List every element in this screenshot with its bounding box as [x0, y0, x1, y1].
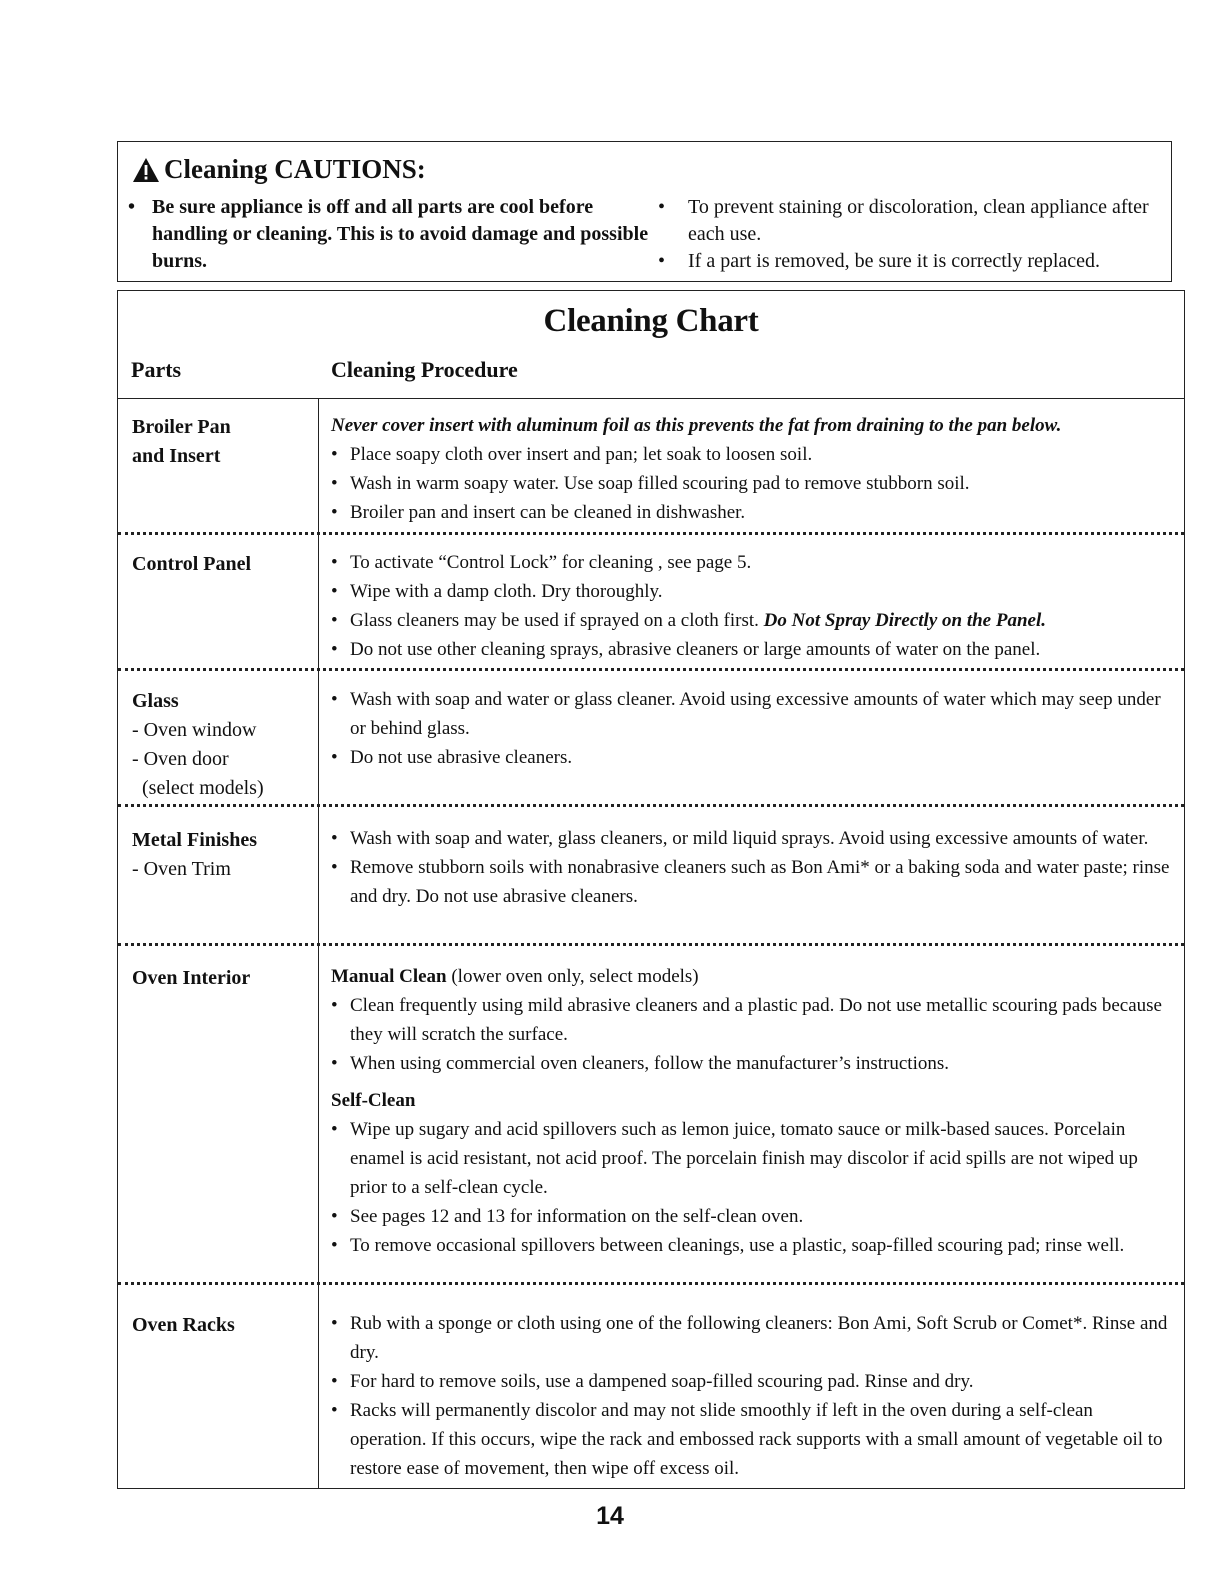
part-cell: Broiler Pan and Insert: [132, 416, 231, 467]
bullet: •: [658, 196, 666, 218]
cleaning-chart-table: [117, 290, 1185, 1489]
part-cell: Oven Interior: [132, 967, 251, 989]
cautions-left-list: [128, 194, 658, 275]
row-divider: [118, 804, 1184, 807]
caution-item: • If a part is removed, be sure it is correctly replaced.: [658, 248, 1163, 275]
procedure-cell: • To activate “Control Lock” for cleaning , see page 5. • Wipe with a damp cloth. Dry thoroughly. • Glass cleaners may be used if sprayed on a cloth first. Do Not Spray Directly on the Panel. • Do not use other cleaning sprays, abrasive cleaners or large amounts of water on the panel.: [331, 552, 1047, 660]
row-divider: [118, 943, 1184, 946]
cautions-heading: [132, 154, 426, 185]
emphasis-text: Do Not Spray Directly on the Panel.: [763, 610, 1047, 631]
procedure-cell: • Wash with soap and water, glass cleaners, or mild liquid sprays. Avoid using excessive amounts of water. • Remove stubborn soils with nonabrasive cleaners such as Bon Ami* or a baking soda and water paste; rinse and dry. Do not use abrasive cleaners.: [331, 828, 1170, 907]
warning-note: Never cover insert with aluminum foil as this prevents the fat from draining to the pan below.: [331, 415, 1062, 436]
caution-item: • To prevent staining or discoloration, clean appliance after each use.: [658, 194, 1163, 248]
bullet: •: [658, 250, 666, 272]
procedure-cell: • Rub with a sponge or cloth using one of the following cleaners: Bon Ami, Soft Scrub or Comet*. Rinse and dry. • For hard to remove soils, use a dampened soap-filled scouring pad. Rinse and dry. • Racks will permanently discolor and may not slide smoothly if left in the oven during a self-clean operation. If this occurs, wipe the rack and embossed rack supports with a small amount of vegetable oil to restore ease of movement, then wipe off excess oil.: [331, 1313, 1168, 1479]
manual-clean-heading: Manual Clean: [331, 966, 447, 987]
cautions-title: Cleaning CAUTIONS:: [164, 154, 426, 184]
part-cell: Oven Racks: [132, 1314, 235, 1336]
bullet: •: [128, 196, 136, 218]
row-divider: [118, 668, 1184, 671]
procedure-cell: • Wash with soap and water or glass cleaner. Avoid using excessive amounts of water which may seep under or behind glass. • Do not use abrasive cleaners.: [331, 689, 1161, 768]
procedure-cell: Manual Clean (lower oven only, select models) • Clean frequently using mild abrasive cleaners and a plastic pad. Do not use metallic scouring pads because they will scratch the surface. • When using commercial oven cleaners, follow the manufacturer’s instructions. Self-Clean • Wipe up sugary and acid spillovers such as lemon juice, tomato sauce or milk-based sauces. Porcelain enamel is acid resistant, not acid proof. The porcelain finish may discolor if acid spills are not wiped up prior to a self-clean cycle. • See pages 12 and 13 for information on the self-clean oven. • To remove occasional spillovers between cleanings, use a plastic, soap-filled scouring pad; rinse well.: [331, 962, 1170, 1260]
procedure-cell: Never cover insert with aluminum foil as this prevents the fat from draining to the pan below. • Place soapy cloth over insert and pan; let soak to loosen soil. • Wash in warm soapy water. Use soap filled scouring pad to remove stubborn soil. • Broiler pan and insert can be cleaned in dishwasher.: [331, 411, 1170, 527]
chart-title: Cleaning Chart: [543, 303, 759, 339]
part-cell: Glass - Oven window - Oven door (select models): [132, 690, 264, 799]
row-divider: [118, 1282, 1184, 1285]
caution-item: • Be sure appliance is off and all parts are cool before handling or cleaning. This is to avoid damage and possible burns.: [128, 194, 658, 275]
page-number: 14: [596, 1502, 624, 1530]
part-cell: Control Panel: [132, 553, 252, 575]
warning-triangle-icon: [132, 157, 160, 183]
row-divider: [118, 532, 1184, 535]
column-header-procedure: Cleaning Procedure: [331, 357, 518, 382]
cleaning-cautions-box: [117, 141, 1172, 282]
part-cell: Metal Finishes - Oven Trim: [132, 829, 257, 880]
self-clean-heading: Self-Clean: [331, 1090, 416, 1111]
column-header-parts: Parts: [131, 357, 182, 382]
header-divider: [118, 398, 1184, 399]
cautions-right-list: [658, 194, 1163, 275]
